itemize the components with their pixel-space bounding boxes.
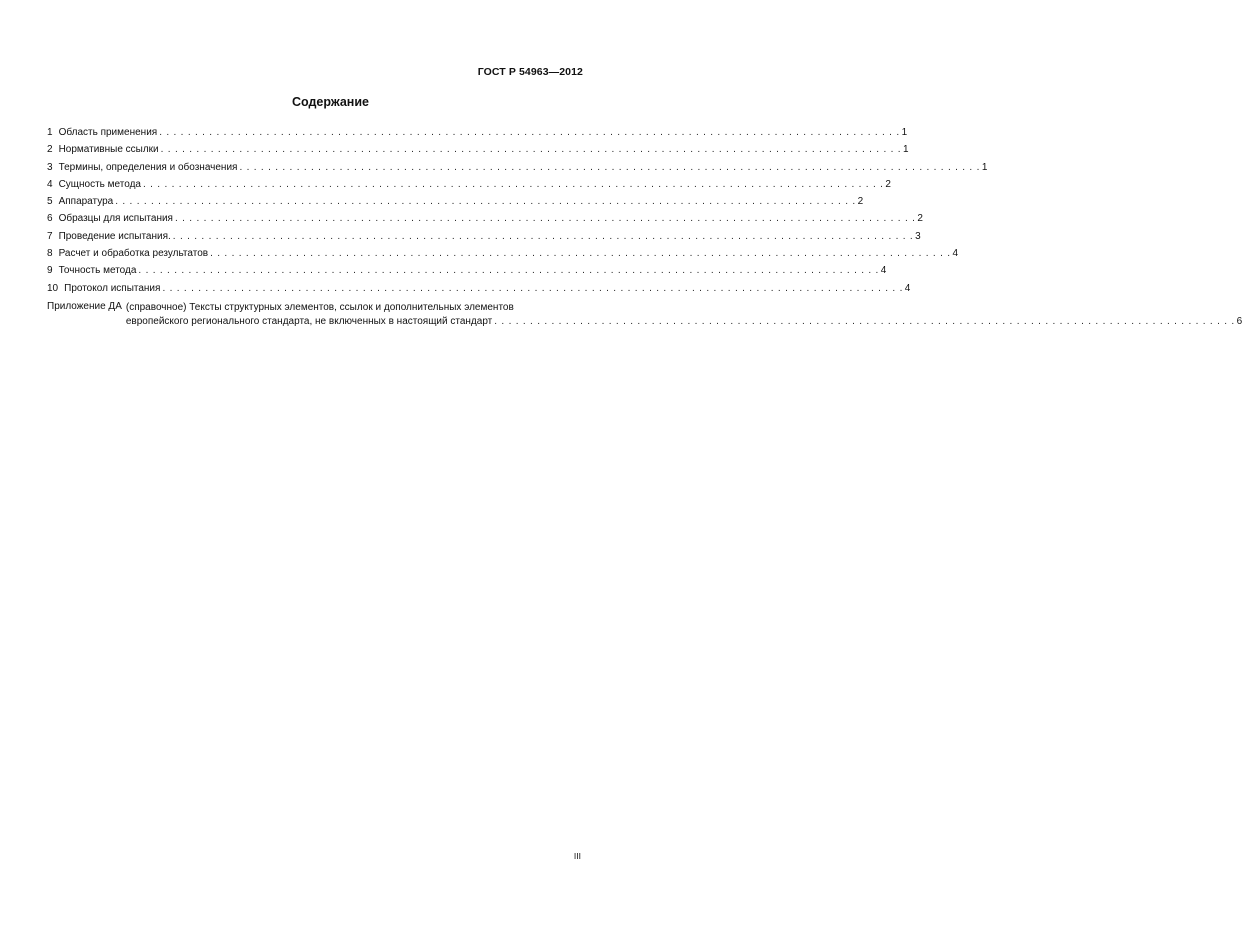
toc-entry[interactable] [47, 161, 988, 179]
toc-entry-number: 8 [47, 248, 53, 260]
toc-leader-dots [136, 265, 880, 276]
annex-title-line-2: европейского регионального стандарта, не включенных в настоящий стандарт [125, 315, 493, 327]
toc-annex-entry[interactable] [47, 300, 1242, 329]
toc-leader-dots [208, 248, 952, 259]
toc-entry[interactable] [47, 248, 959, 265]
toc-entry-page: 4 [952, 248, 959, 260]
toc-entry-title: Нормативные ссылки [58, 144, 159, 156]
toc-leader-dots [171, 231, 915, 242]
toc-entry-page: 3 [915, 230, 921, 242]
toc-leader-dots [113, 196, 857, 207]
toc-entry-number: 4 [47, 178, 53, 190]
annex-title-line-1: (справочное) Тексты структурных элементов, ссылок и дополнительных элементов [125, 301, 514, 313]
toc-entry[interactable] [47, 144, 909, 161]
toc-entry[interactable] [47, 282, 911, 300]
toc-leader-dots [492, 315, 1236, 329]
toc-entry-number: 10 [47, 282, 59, 294]
toc-entry-page: 4 [880, 265, 887, 277]
toc-leader-dots [237, 162, 981, 173]
toc-title: Содержание [291, 95, 369, 109]
toc-entry-number: 6 [47, 213, 53, 225]
document-code: ГОСТ Р 54963—2012 [477, 66, 583, 78]
toc-entry-number: 9 [47, 265, 53, 277]
toc-entry[interactable] [47, 178, 891, 196]
toc-leader-dots [159, 144, 903, 155]
toc-entry-number: 2 [47, 144, 53, 156]
toc-entry-page: 1 [981, 161, 988, 173]
annex-label: Приложение ДА [47, 300, 122, 312]
toc-entry-title: Область применения [58, 127, 158, 138]
toc-entry-number: 3 [47, 161, 53, 173]
annex-page: 6 [1236, 315, 1242, 327]
table-of-contents [47, 127, 1242, 329]
toc-entry-page: 1 [901, 127, 908, 138]
toc-entry-title: Аппаратура [58, 196, 114, 208]
toc-entry-title: Проведение испытания. [58, 230, 171, 242]
toc-entry-title: Расчет и обработка результатов [58, 248, 209, 260]
toc-entry[interactable] [47, 265, 887, 282]
toc-entry[interactable] [47, 213, 923, 230]
toc-leader-dots [157, 127, 901, 138]
toc-entry-number: 7 [47, 230, 53, 242]
toc-entry-title: Протокол испытания [64, 282, 161, 294]
toc-entry-page: 1 [903, 144, 909, 156]
toc-entry[interactable] [47, 127, 908, 144]
toc-entry-page: 2 [857, 196, 864, 208]
toc-entry-page: 2 [885, 178, 891, 190]
toc-entry-title: Термины, определения и обозначения [58, 161, 238, 173]
toc-entry-title: Точность метода [58, 265, 137, 277]
toc-entry-number: 5 [47, 196, 53, 208]
page-number: III [573, 851, 581, 861]
toc-entry[interactable] [47, 230, 921, 248]
toc-entry-title: Сущность метода [58, 178, 141, 190]
annex-body [126, 301, 1242, 329]
toc-entry-number: 1 [47, 127, 53, 138]
toc-entry[interactable] [47, 196, 864, 213]
annex-title-line-2-row [126, 315, 1242, 329]
toc-leader-dots [141, 179, 885, 190]
toc-entry-page: 2 [917, 213, 923, 225]
toc-entry-page: 4 [904, 282, 911, 294]
toc-entry-title: Образцы для испытания [58, 213, 173, 225]
toc-leader-dots [160, 283, 904, 294]
toc-leader-dots [173, 213, 917, 224]
